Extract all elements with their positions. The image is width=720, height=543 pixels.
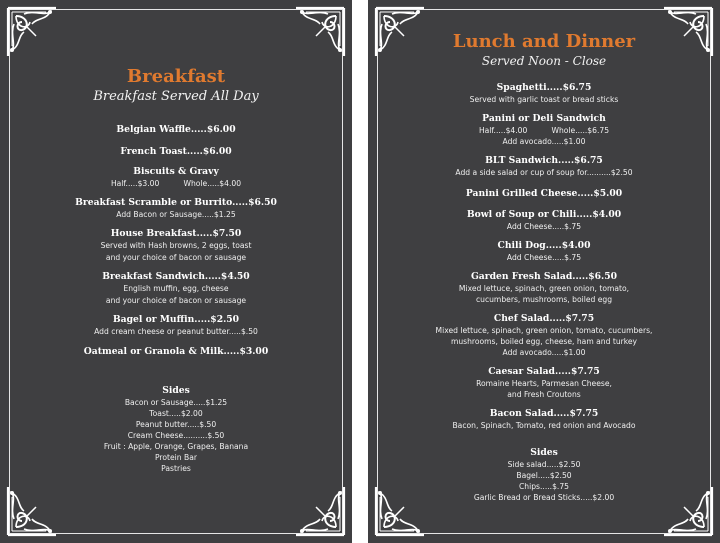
item-description: Served with Hash browns, 2 eggs, toast [100,241,252,250]
item-description: and Fresh Croutons [507,390,581,399]
lunch-sides [368,447,720,503]
item-description: mushrooms, boiled egg, cheese, ham and turkey [450,337,638,346]
item-description: Add Cheese.....$.75 [506,253,582,262]
menu-item [0,197,352,220]
item-description: Add Cheese.....$.75 [506,222,582,231]
breakfast-menu-panel [0,0,352,543]
item-name: Bacon Salad.....$7.75 [489,408,599,419]
sides-line: Protein Bar [154,453,198,462]
menu-item [0,228,352,263]
menu-item [0,346,352,357]
breakfast-sides [0,385,352,474]
item-description: Romaine Hearts, Parmesan Cheese, [476,379,612,388]
lunch-dinner-menu-panel [368,0,720,543]
sides-title: Sides [162,385,190,396]
menu-item [368,408,720,431]
lunch-content [368,31,720,503]
item-description: Half.....$4.00 Whole.....$6.75 [478,126,610,135]
sides-line: Toast.....$2.00 [149,409,203,418]
item-name: Breakfast Scramble or Burrito.....$6.50 [75,197,277,208]
breakfast-content [0,66,352,474]
menu-item [368,188,720,199]
menu-item [368,313,720,358]
item-description: Add cream cheese or peanut butter.....$.50 [94,327,258,336]
item-name: Chili Dog.....$4.00 [497,240,591,251]
item-name: Chef Salad.....$7.75 [493,313,595,324]
sides-line: Side salad.....$2.50 [507,460,581,469]
sides-title: Sides [530,447,558,458]
menu-item [368,82,720,105]
sides-line: Bagel.....$2.50 [516,471,572,480]
item-description: Half.....$3.00 Whole.....$4.00 [110,179,242,188]
sides-line: Pastries [161,464,191,473]
sides-line: Bacon or Sausage.....$1.25 [124,398,228,407]
item-description: Served with garlic toast or bread sticks [469,95,619,104]
item-name: Oatmeal or Granola & Milk.....$3.00 [83,346,269,357]
sides-line: Chips.....$.75 [519,482,569,491]
lunch-subtitle: Served Noon - Close [481,54,607,68]
item-name: Panini or Deli Sandwich [482,113,606,124]
menu-item [368,271,720,305]
menu-item [0,271,352,306]
menu-item [0,124,352,135]
breakfast-subtitle: Breakfast Served All Day [93,89,259,104]
item-description: Bacon, Spinach, Tomato, red onion and Avocado [452,421,636,430]
item-description: and your choice of bacon or sausage [105,296,247,305]
item-name: Belgian Waffle.....$6.00 [116,124,236,135]
item-name: French Toast.....$6.00 [120,146,232,157]
sides-line: Peanut butter.....$.50 [135,420,217,429]
menu-item [0,146,352,157]
menu-item [368,209,720,232]
item-description: Add a side salad or cup of soup for..........$2.50 [455,168,633,177]
item-description: cucumbers, mushrooms, boiled egg [475,295,613,304]
item-name: Spaghetti.....$6.75 [496,82,592,93]
breakfast-title: Breakfast [126,66,226,87]
menu-item [368,113,720,147]
item-name: BLT Sandwich.....$6.75 [485,155,603,166]
item-description: Add Bacon or Sausage.....$1.25 [116,210,236,219]
item-name: Bagel or Muffin.....$2.50 [112,314,240,325]
item-description: Add avocado.....$1.00 [502,348,586,357]
item-name: Bowl of Soup or Chili.....$4.00 [466,209,622,220]
item-name: Panini Grilled Cheese.....$5.00 [465,188,623,199]
item-description: Mixed lettuce, spinach, green onion, tomato, [458,284,630,293]
sides-line: Fruit : Apple, Orange, Grapes, Banana [103,442,249,451]
menu-item [0,314,352,337]
item-name: Garden Fresh Salad.....$6.50 [470,271,618,282]
sides-line: Garlic Bread or Bread Sticks.....$2.00 [473,493,615,502]
lunch-title: Lunch and Dinner [452,31,636,52]
menu-item [368,366,720,400]
sides-line: Cream Cheese..........$.50 [127,431,225,440]
item-description: Mixed lettuce, spinach, green onion, tomato, cucumbers, [435,326,653,335]
item-name: Biscuits & Gravy [133,166,219,177]
menu-item [0,166,352,189]
item-name: Caesar Salad.....$7.75 [488,366,600,377]
item-name: House Breakfast.....$7.50 [110,228,242,239]
corner-flourish-icon [6,485,58,537]
corner-flourish-icon [6,6,58,58]
menu-item [368,155,720,178]
item-description: English muffin, egg, cheese [123,284,229,293]
item-name: Breakfast Sandwich.....$4.50 [102,271,250,282]
corner-flourish-icon [294,6,346,58]
item-description: and your choice of bacon or sausage [105,253,247,262]
menu-item [368,240,720,263]
item-description: Add avocado.....$1.00 [502,137,586,146]
corner-flourish-icon [294,485,346,537]
